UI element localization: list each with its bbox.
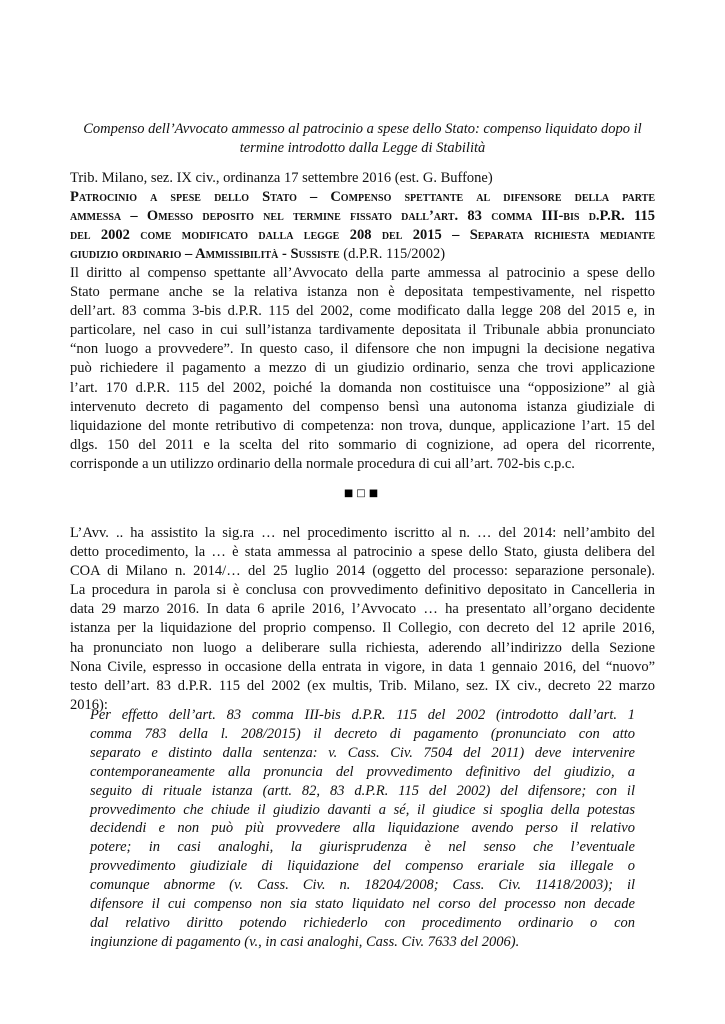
body-line: 2016):	[70, 696, 108, 713]
body-line: L’Avv. .. ha assistito la sig.ra … nel procedimento iscritto al n. … del 2014: nell’ambito del	[70, 525, 655, 541]
quote-line: provvedimento giudiziale di liquidazione del compenso erariale sia illegale o	[90, 858, 635, 875]
heading-line: ammessa – Omesso deposito nel termine fissato dall’art. 83 comma III-bis d.P.R. 115	[70, 208, 655, 225]
body-line: COA di Milano n. 2014/… del 25 luglio 2014 (oggetto del processo: separazione personale).	[70, 563, 655, 580]
quote-line: difensore il cui compenso non sia stato liquidato nel corso del processo non decade	[90, 896, 635, 913]
summary-line: può richiedere il pagamento a mezzo di un giudizio ordinario, senza che trovi applicazione	[70, 360, 655, 377]
summary-line: “non luogo a provvedere”. In questo caso, il difensore che non impugni la decisione negativa	[70, 341, 655, 358]
quote-line: potere; in casi analoghi, la giurisprudenza è nel senso che l’eventuale	[90, 839, 635, 856]
summary-line: intervenuto decreto di pagamento del compenso bensì una autonoma istanza giudiziale di	[70, 398, 655, 415]
block-quote	[90, 706, 635, 952]
section-separator: ■□■	[343, 488, 382, 499]
maxim-heading	[70, 188, 655, 264]
body-paragraph	[70, 524, 655, 715]
body-line: La procedura in parola si è conclusa con provvedimento definitivo depositato in Cancelleria in	[70, 582, 655, 599]
body-line: detto procedimento, la … è stata ammessa al patrocinio a spese dello Stato, giusta delibera del	[70, 544, 655, 561]
quote-line: decidendi e non può più provvedere alla liquidazione avendo perso il relativo	[90, 820, 635, 837]
body-line: ha pronunciato non luogo a deliberare sulla richiesta, aderendo all’indirizzo della Sezione	[70, 639, 655, 656]
body-line: istanza per la liquidazione del proprio compenso. Il Collegio, con decreto del 12 aprile 2016,	[70, 620, 655, 637]
body-line: Nona Civile, espresso in occasione della entrata in vigore, in data 1 gennaio 2016, del “nuovo”	[70, 658, 655, 675]
title-line: termine introdotto dalla Legge di Stabilità	[239, 140, 486, 156]
summary-line: Stato permane anche se la relativa istanza non è depositata tempestivamente, nel rispetto	[70, 284, 655, 301]
summary-line: liquidazione del monte retributivo di competenza: non trova, dunque, applicazione l’art. 15 del	[70, 417, 655, 434]
title-line: Compenso dell’Avvocato ammesso al patrocinio a spese dello Stato: compenso liquidato dopo il	[83, 121, 642, 137]
body-line: testo dell’art. 83 d.P.R. 115 del 2002 (ex multis, Trib. Milano, sez. IX civ., decreto 22 marzo	[70, 677, 655, 694]
summary-line: dell’art. 83 comma 3-bis d.P.R. 115 del 2002, come modificato dalla legge 208 del 2015 e, in	[70, 303, 655, 320]
heading-line: Patrocinio a spese dello Stato – Compenso spettante al difensore della parte	[70, 189, 655, 205]
court-citation: Trib. Milano, sez. IX civ., ordinanza 17 settembre 2016 (est. G. Buffone)	[70, 170, 493, 186]
quote-line: Per effetto dell’art. 83 comma III-bis d.P.R. 115 del 2002 (introdotto dall’art. 1	[90, 707, 635, 723]
heading-line-final	[70, 245, 655, 264]
heading-reference: (d.P.R. 115/2002)	[339, 246, 446, 263]
heading-line: del 2002 come modificato dalla legge 208 del 2015 – Separata richiesta mediante	[70, 227, 655, 244]
quote-line: contemporaneamente alla pronuncia del provvedimento definitivo del giudizio, a	[90, 763, 635, 780]
quote-line: seguito di rituale istanza (artt. 82, 83 d.P.R. 115 del 2002) del difensore; con il	[90, 782, 635, 799]
maxim-summary	[70, 264, 655, 474]
document-title	[70, 120, 655, 158]
quote-line: comma 783 della l. 208/2015) il decreto di pagamento (pronunciato con atto	[90, 725, 635, 742]
summary-line: Il diritto al compenso spettante all’Avvocato della parte ammessa al patrocinio a spese dello	[70, 265, 655, 281]
quote-line: separato e distinto dalla sentenza: v. Cass. Civ. 7504 del 2011) deve intervenire	[90, 744, 635, 761]
summary-line: dlgs. 150 del 2011 e la scelta del rito sommario di cognizione, ad opera del ricorrente,	[70, 436, 655, 453]
body-line: data 29 marzo 2016. In data 6 aprile 2016, l’Avvocato … ha presentato all’organo decidente	[70, 601, 655, 618]
summary-line: corrisponde a un utilizzo ordinario della normale procedura di cui all’art. 702-bis c.p.c.	[70, 455, 575, 472]
quote-line: comunque abnorme (v. Cass. Civ. n. 18204/2008; Cass. Civ. 11418/2003); il	[90, 877, 635, 894]
summary-line: particolare, nel caso in cui sull’istanza tardivamente depositata il Tribunale abbia pronunciato	[70, 322, 655, 339]
quote-line: provvedimento che chiude il giudizio davanti a sé, il giudice si spoglia della potestas	[90, 801, 635, 818]
heading-line: giudizio ordinario – Ammissibilità - Sussiste	[70, 246, 340, 263]
quote-line: ingiunzione di pagamento (v., in casi analoghi, Cass. Civ. 7633 del 2006).	[90, 933, 520, 950]
quote-line: dal relativo diritto potendo richiederlo con procedimento ordinario o con	[90, 914, 635, 931]
summary-line: l’art. 170 d.P.R. 115 del 2002, poiché la domanda non costituisce una “opposizione” al già	[70, 379, 655, 396]
